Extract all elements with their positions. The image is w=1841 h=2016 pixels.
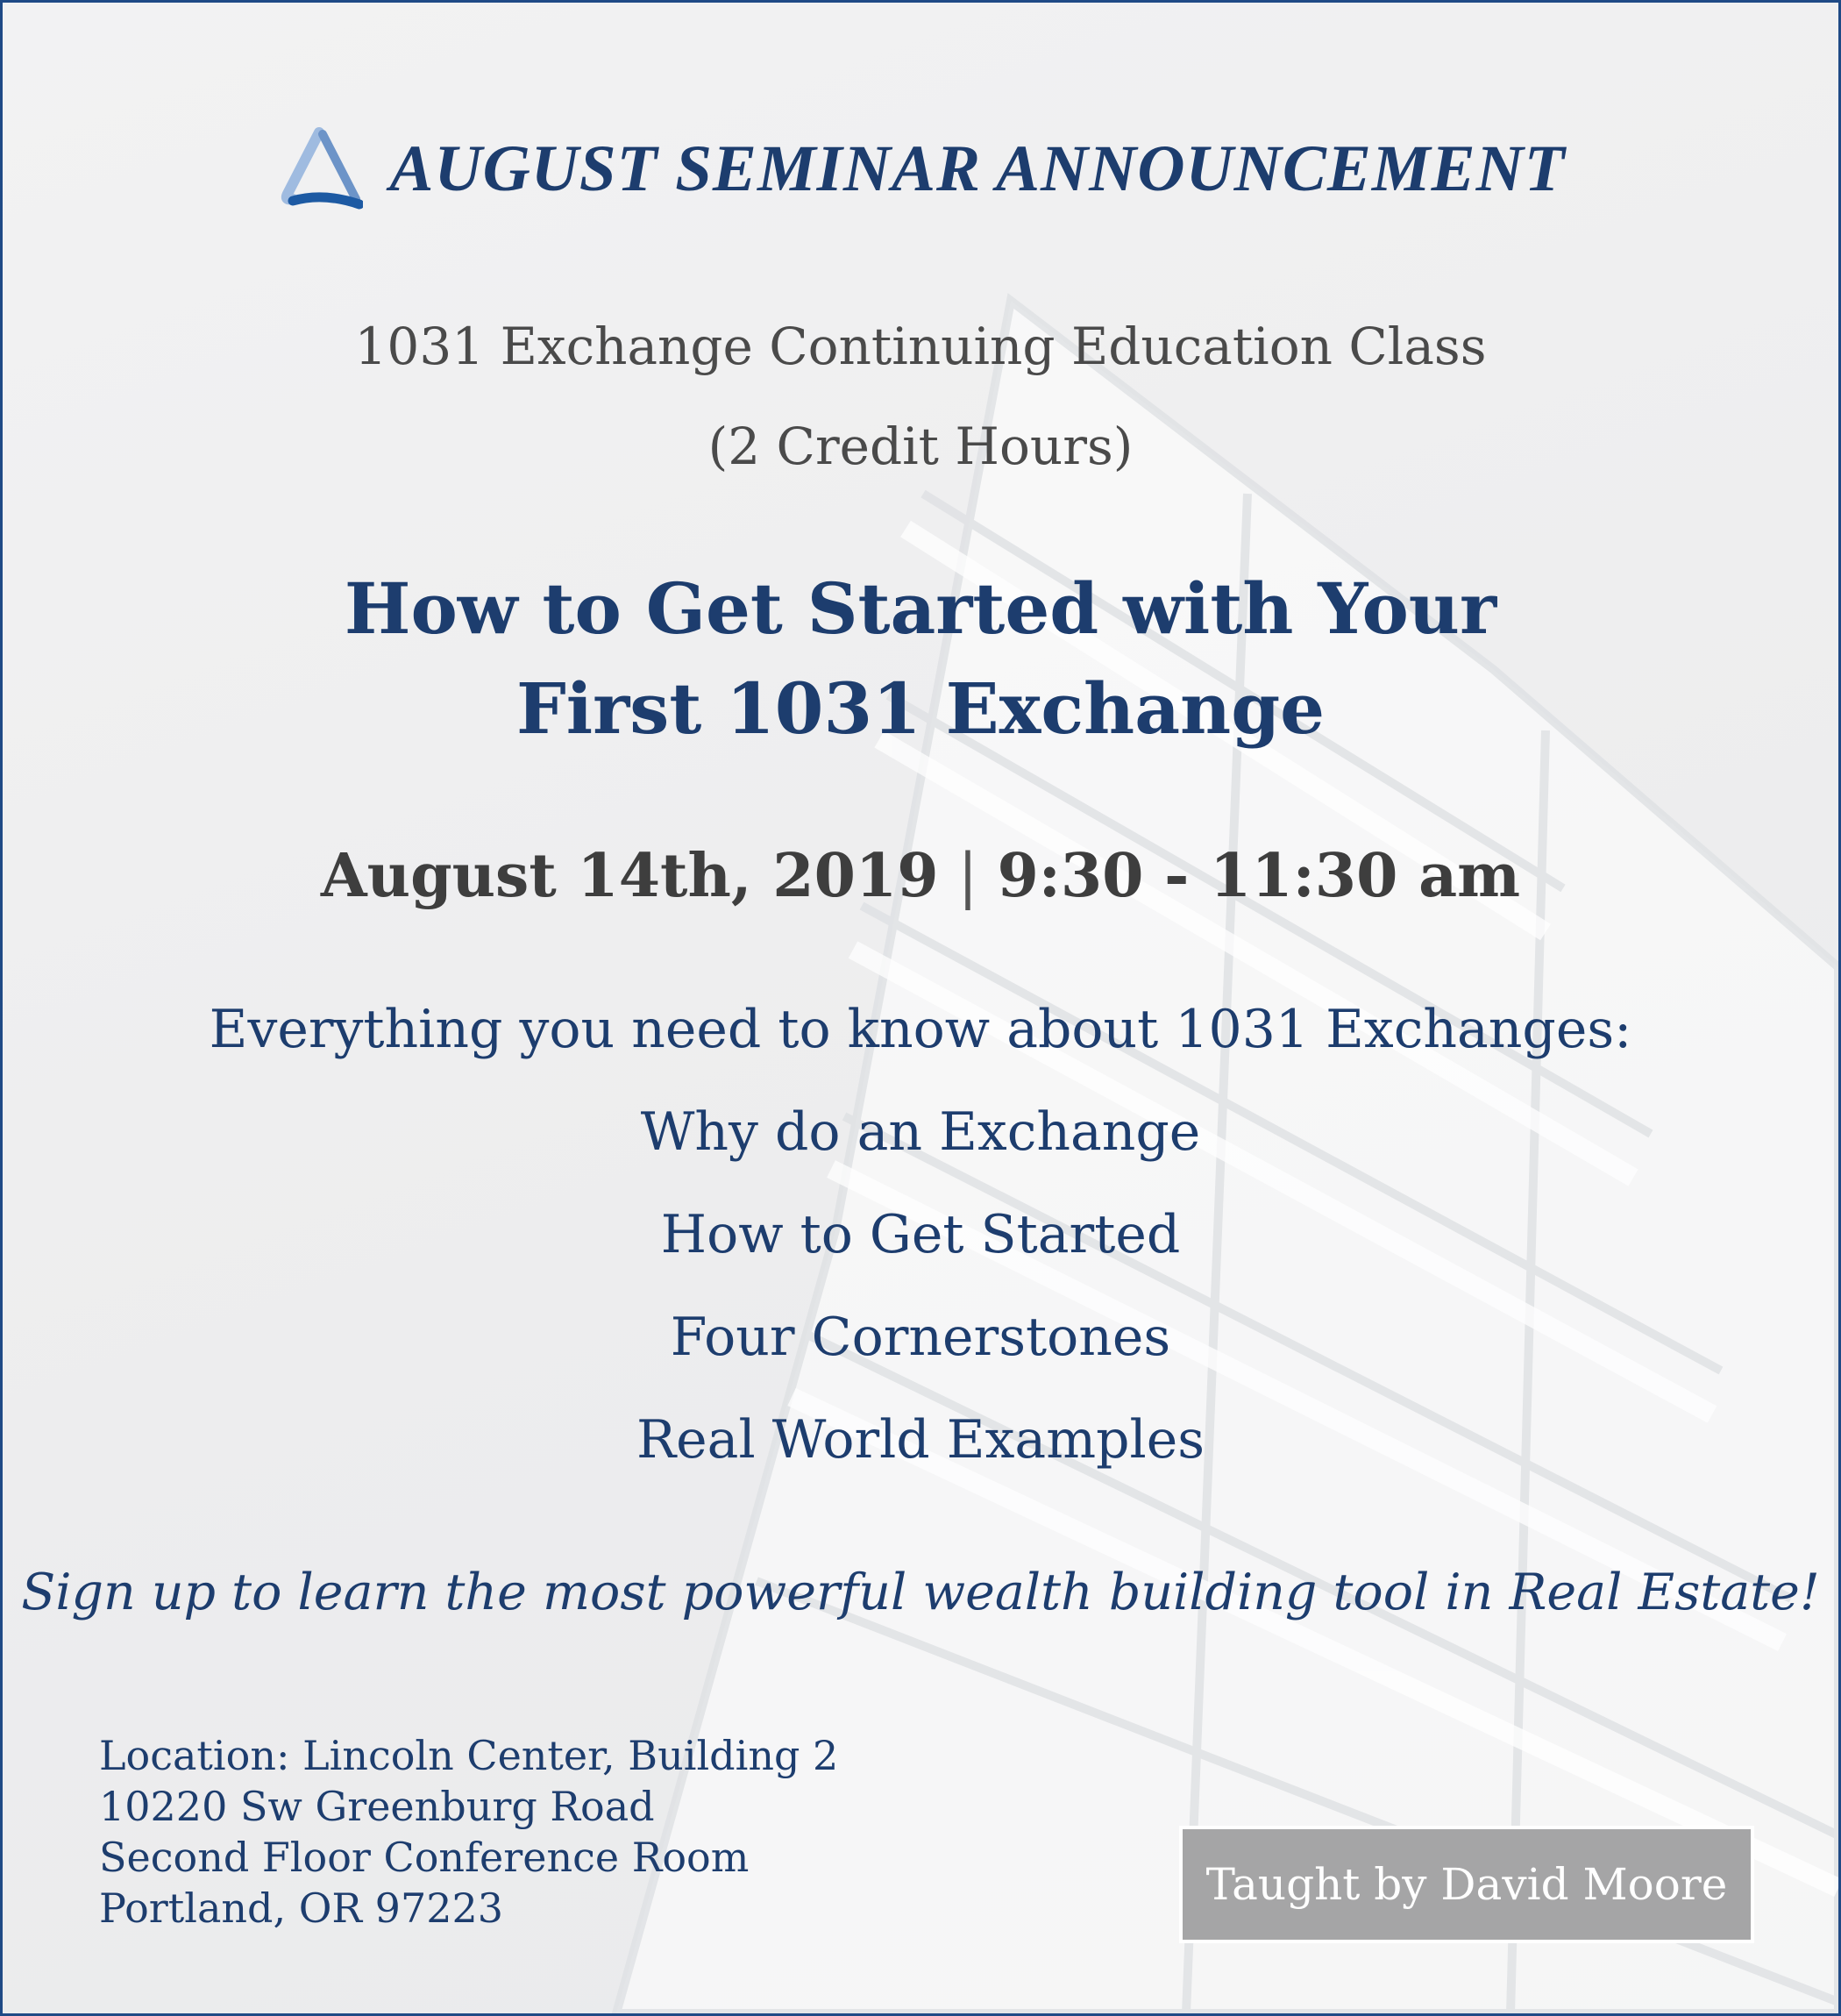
seminar-date: August 14th, 2019 (320, 841, 939, 911)
seminar-title-line-2: First 1031 Exchange (515, 667, 1326, 750)
instructor-badge: Taught by David Moore (1179, 1826, 1754, 1943)
location-line: 10220 Sw Greenburg Road (99, 1783, 655, 1830)
announcement-title: AUGUST SEMINAR ANNOUNCEMENT (389, 132, 1566, 205)
topic-item: Four Cornerstones (670, 1307, 1171, 1368)
topic-item: How to Get Started (660, 1204, 1181, 1265)
seminar-title (3, 559, 1838, 759)
topic-item: Why do an Exchange (640, 1101, 1201, 1163)
location-line: Second Floor Conference Room (99, 1834, 750, 1881)
location-line: Portland, OR 97223 (99, 1884, 504, 1932)
location-block (99, 1730, 838, 1934)
topic-item: Real World Examples (636, 1409, 1205, 1471)
date-time-separator: | (957, 842, 978, 911)
seminar-time: 9:30 - 11:30 am (997, 841, 1521, 911)
tagline: Sign up to learn the most powerful wealth building tool in Real Estate! (21, 1564, 1820, 1621)
seminar-title-line-1: How to Get Started with Your (344, 567, 1497, 650)
triangle-logo-icon (275, 125, 363, 213)
location-line: Location: Lincoln Center, Building 2 (99, 1732, 839, 1779)
header (3, 125, 1838, 213)
intro-text: Everything you need to know about 1031 Exchanges: (209, 999, 1632, 1060)
class-name: 1031 Exchange Continuing Education Class (354, 317, 1487, 376)
credit-hours: (2 Credit Hours) (707, 417, 1134, 476)
date-time-line (3, 841, 1838, 911)
